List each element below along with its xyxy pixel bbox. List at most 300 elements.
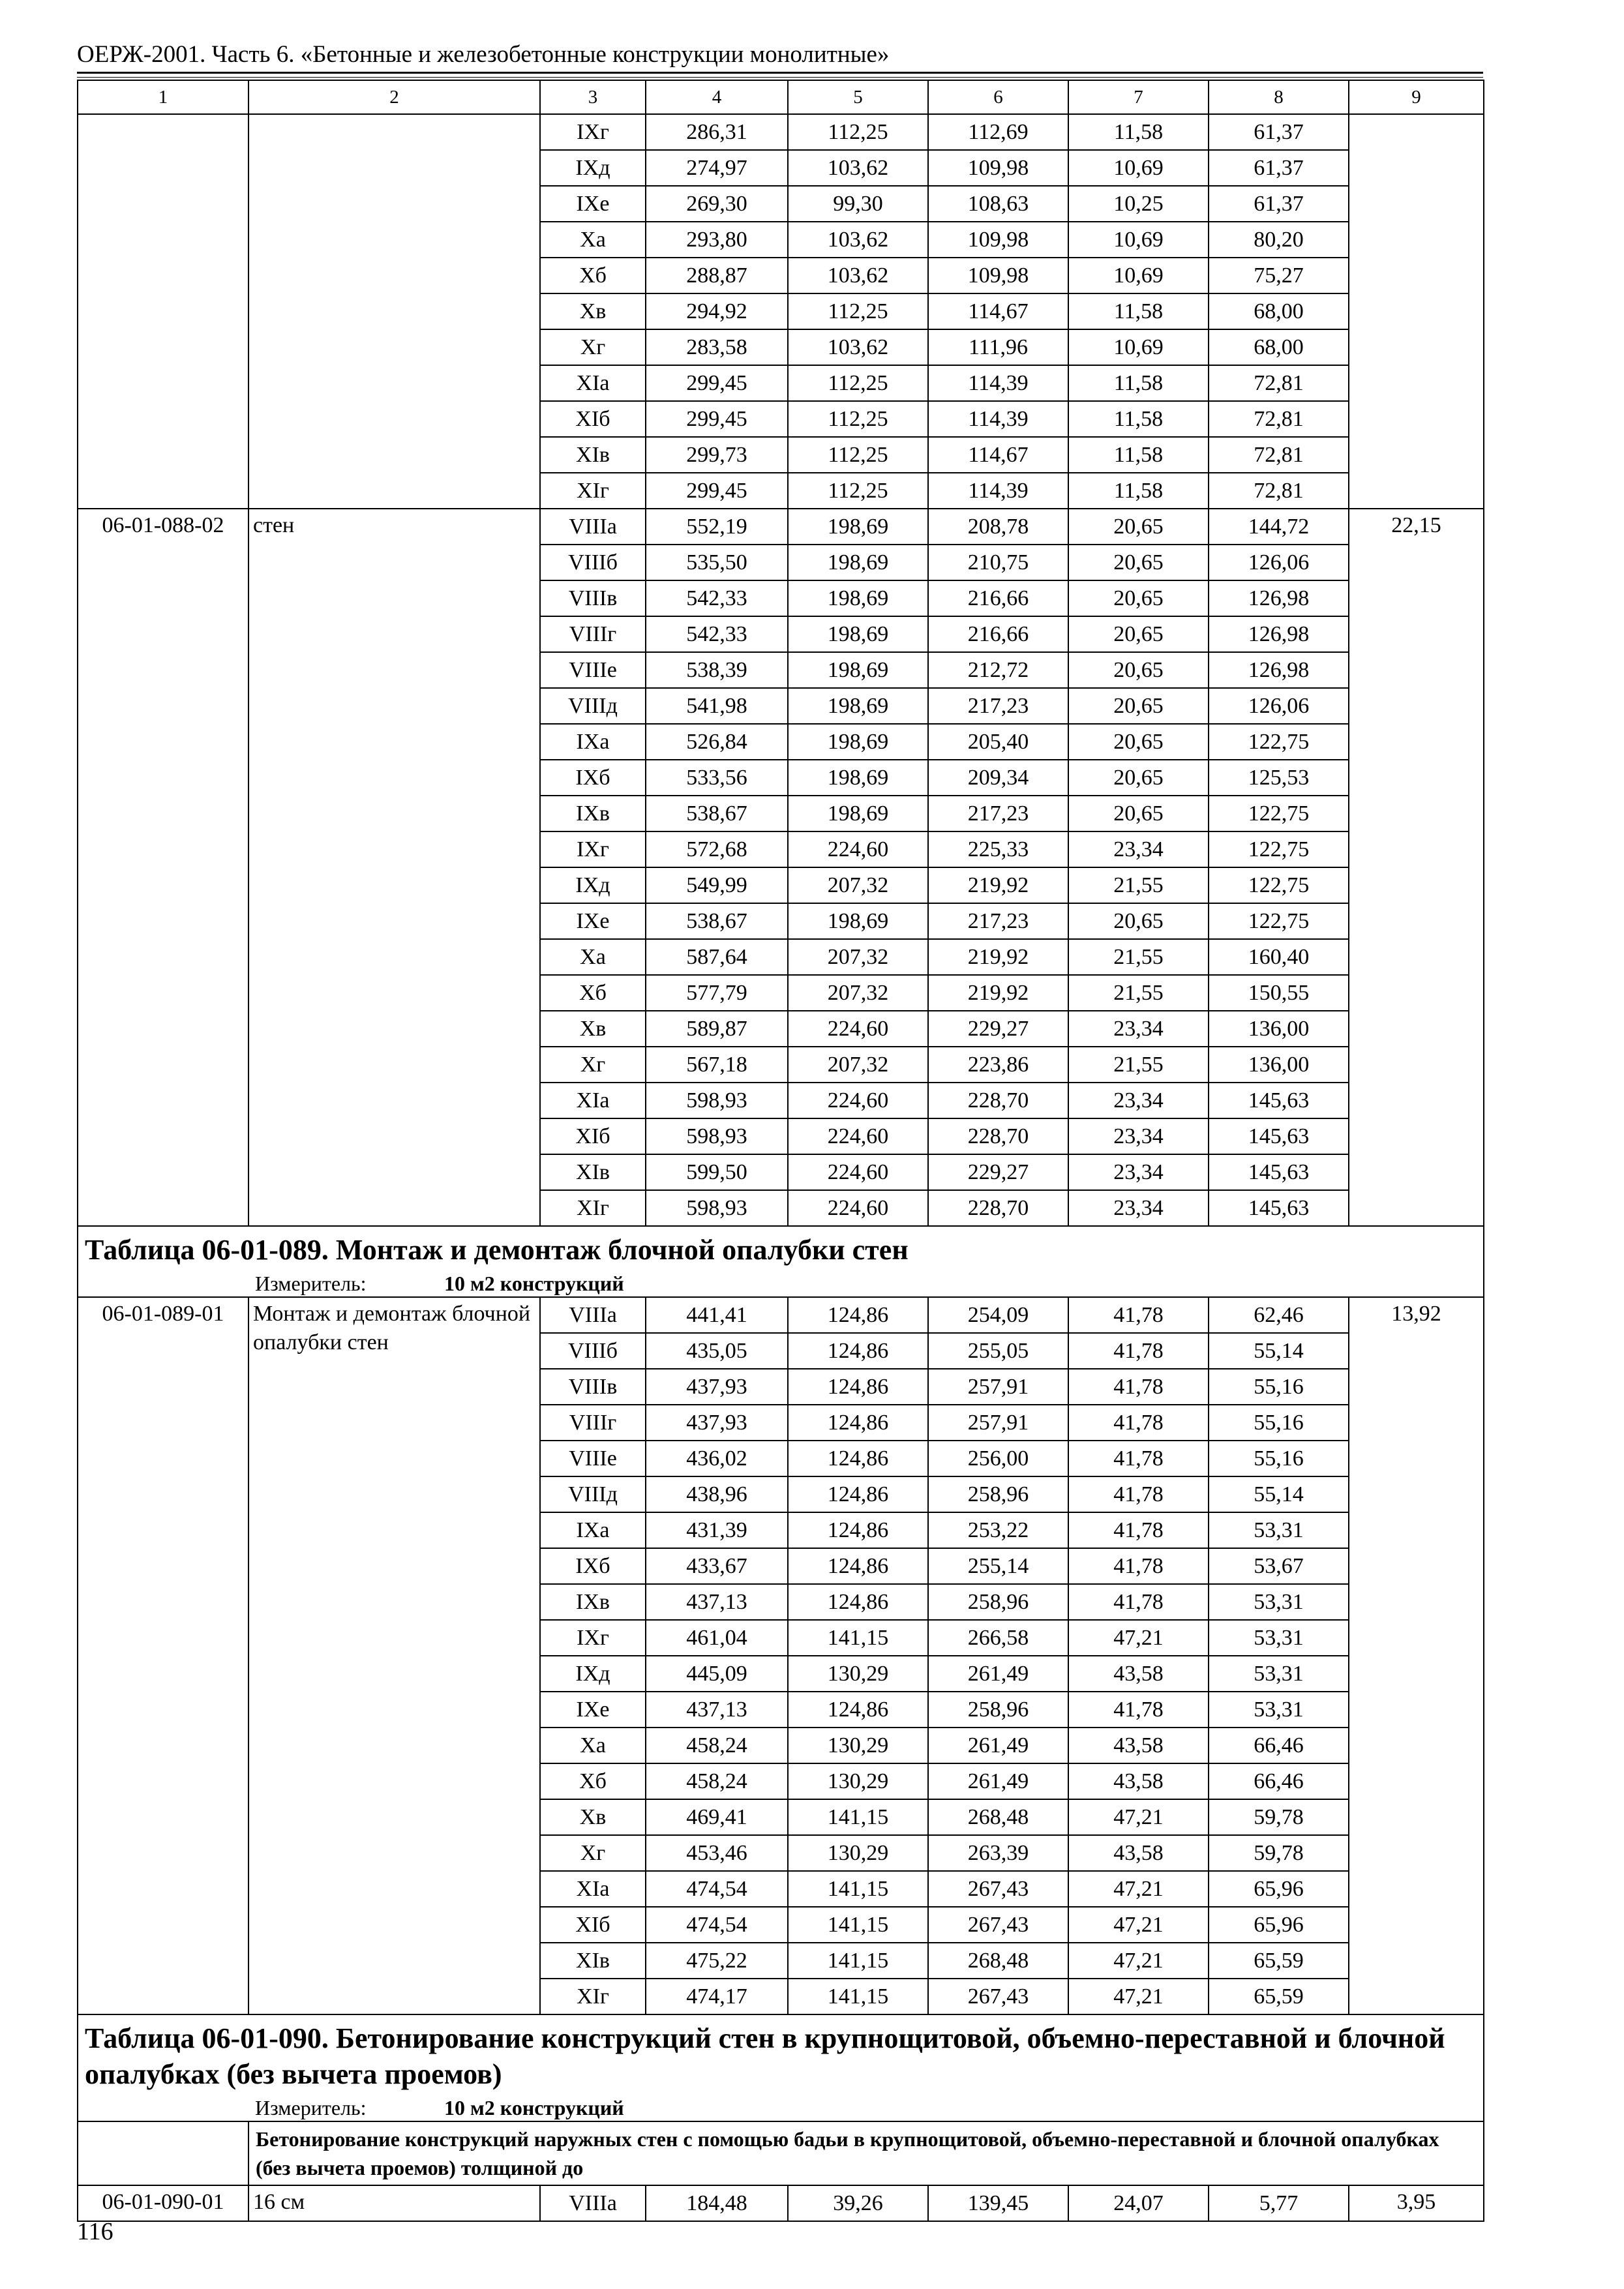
column-number: 3 xyxy=(540,80,646,114)
cost-value: 210,75 xyxy=(928,545,1068,580)
cost-value: 266,58 xyxy=(928,1620,1068,1656)
rate-code: 06-01-088-02 xyxy=(78,509,248,1226)
cost-value: 47,21 xyxy=(1068,1871,1209,1907)
cost-value: 124,86 xyxy=(788,1405,928,1441)
cost-value: 126,98 xyxy=(1209,616,1349,652)
zone-code: XIв xyxy=(540,437,646,473)
cost-value: 124,86 xyxy=(788,1476,928,1512)
cost-value: 65,59 xyxy=(1209,1943,1349,1979)
unit-spacer xyxy=(78,2095,248,2121)
zone-code: Xв xyxy=(540,293,646,329)
cost-value: 441,41 xyxy=(646,1297,788,1333)
cost-value: 198,69 xyxy=(788,903,928,939)
cost-value: 53,31 xyxy=(1209,1656,1349,1692)
zone-code: VIIIв xyxy=(540,1369,646,1405)
cost-value: 10,69 xyxy=(1068,150,1209,186)
zone-code: Xг xyxy=(540,1047,646,1083)
cost-value: 59,78 xyxy=(1209,1835,1349,1871)
cost-value: 122,75 xyxy=(1209,724,1349,760)
cost-value: 75,27 xyxy=(1209,258,1349,293)
cost-value: 572,68 xyxy=(646,831,788,867)
cost-value: 589,87 xyxy=(646,1011,788,1047)
cost-value: 11,58 xyxy=(1068,437,1209,473)
zone-code: XIб xyxy=(540,401,646,437)
cost-value: 23,34 xyxy=(1068,1083,1209,1118)
cost-value: 145,63 xyxy=(1209,1083,1349,1118)
cost-value: 10,69 xyxy=(1068,329,1209,365)
zone-code: VIIIд xyxy=(540,688,646,724)
cost-value: 474,54 xyxy=(646,1871,788,1907)
cost-value: 224,60 xyxy=(788,1118,928,1154)
cost-value: 223,86 xyxy=(928,1047,1068,1083)
cost-value: 43,58 xyxy=(1068,1835,1209,1871)
zone-code: XIб xyxy=(540,1118,646,1154)
zone-code: IXб xyxy=(540,1548,646,1584)
zone-code: Xб xyxy=(540,1763,646,1799)
zone-code: VIIIа xyxy=(540,2185,646,2221)
cost-value: 268,48 xyxy=(928,1799,1068,1835)
unit-value: 10 м2 конструкций xyxy=(444,1272,624,1295)
cost-value: 23,34 xyxy=(1068,1118,1209,1154)
cost-value: 53,67 xyxy=(1209,1548,1349,1584)
cost-value: 5,77 xyxy=(1209,2185,1349,2221)
zone-code: IXе xyxy=(540,1692,646,1728)
cost-value: 267,43 xyxy=(928,1907,1068,1943)
cost-value: 598,93 xyxy=(646,1118,788,1154)
cost-value: 198,69 xyxy=(788,580,928,616)
work-name xyxy=(248,509,540,1226)
zone-code: IXд xyxy=(540,150,646,186)
cost-value: 207,32 xyxy=(788,1047,928,1083)
page-header: ОЕРЖ-2001. Часть 6. «Бетонные и железобетонные конструкции монолитные» xyxy=(77,41,890,68)
cost-value: 20,65 xyxy=(1068,580,1209,616)
cost-value: 103,62 xyxy=(788,258,928,293)
labor-value: 22,15 xyxy=(1349,509,1484,1226)
cost-value: 217,23 xyxy=(928,796,1068,831)
cost-value: 145,63 xyxy=(1209,1190,1349,1226)
work-name xyxy=(248,2185,540,2221)
cost-value: 66,46 xyxy=(1209,1763,1349,1799)
rate-code: 06-01-089-01 xyxy=(78,1297,248,2014)
cost-value: 55,16 xyxy=(1209,1369,1349,1405)
column-number: 6 xyxy=(928,80,1068,114)
rate-code: 06-01-090-01 xyxy=(78,2185,248,2221)
cost-value: 219,92 xyxy=(928,975,1068,1011)
work-name-text xyxy=(253,115,535,117)
cost-value: 47,21 xyxy=(1068,1907,1209,1943)
cost-value: 10,69 xyxy=(1068,222,1209,258)
zone-code: VIIIе xyxy=(540,652,646,688)
unit-label: Измеритель: xyxy=(255,2096,367,2119)
zone-code: VIIIг xyxy=(540,616,646,652)
cost-value: 103,62 xyxy=(788,329,928,365)
zone-code: Xв xyxy=(540,1799,646,1835)
cost-value: 20,65 xyxy=(1068,760,1209,796)
cost-value: 256,00 xyxy=(928,1441,1068,1476)
cost-value: 207,32 xyxy=(788,867,928,903)
unit-cell xyxy=(248,2095,1484,2121)
zone-code: IXг xyxy=(540,114,646,150)
cost-value: 587,64 xyxy=(646,939,788,975)
cost-value: 103,62 xyxy=(788,150,928,186)
cost-value: 114,39 xyxy=(928,401,1068,437)
cost-value: 228,70 xyxy=(928,1083,1068,1118)
cost-value: 431,39 xyxy=(646,1512,788,1548)
cost-value: 11,58 xyxy=(1068,293,1209,329)
cost-value: 541,98 xyxy=(646,688,788,724)
cost-value: 61,37 xyxy=(1209,150,1349,186)
cost-value: 111,96 xyxy=(928,329,1068,365)
cost-value: 453,46 xyxy=(646,1835,788,1871)
cost-value: 288,87 xyxy=(646,258,788,293)
cost-value: 538,39 xyxy=(646,652,788,688)
labor-value: 13,92 xyxy=(1349,1297,1484,2014)
cost-value: 141,15 xyxy=(788,1979,928,2014)
header-rule-thin xyxy=(77,77,1483,78)
cost-value: 267,43 xyxy=(928,1979,1068,2014)
cost-value: 552,19 xyxy=(646,509,788,545)
table-title-row xyxy=(78,1226,1484,1270)
cost-value: 126,06 xyxy=(1209,688,1349,724)
unit-value: 10 м2 конструкций xyxy=(444,2096,624,2119)
cost-value: 41,78 xyxy=(1068,1405,1209,1441)
cost-value: 55,16 xyxy=(1209,1441,1349,1476)
cost-value: 198,69 xyxy=(788,688,928,724)
column-number: 2 xyxy=(248,80,540,114)
cost-value: 47,21 xyxy=(1068,1799,1209,1835)
cost-value: 229,27 xyxy=(928,1011,1068,1047)
cost-value: 72,81 xyxy=(1209,437,1349,473)
cost-value: 39,26 xyxy=(788,2185,928,2221)
cost-value: 437,93 xyxy=(646,1405,788,1441)
cost-value: 68,00 xyxy=(1209,293,1349,329)
cost-value: 21,55 xyxy=(1068,975,1209,1011)
work-name xyxy=(248,114,540,509)
cost-value: 145,63 xyxy=(1209,1118,1349,1154)
cost-value: 198,69 xyxy=(788,796,928,831)
cost-value: 283,58 xyxy=(646,329,788,365)
cost-value: 20,65 xyxy=(1068,724,1209,760)
cost-value: 47,21 xyxy=(1068,1620,1209,1656)
cost-value: 11,58 xyxy=(1068,114,1209,150)
cost-value: 286,31 xyxy=(646,114,788,150)
header-rule xyxy=(77,72,1483,74)
cost-value: 474,17 xyxy=(646,1979,788,2014)
zone-code: VIIIе xyxy=(540,1441,646,1476)
cost-value: 538,67 xyxy=(646,796,788,831)
cost-value: 141,15 xyxy=(788,1907,928,1943)
cost-value: 261,49 xyxy=(928,1763,1068,1799)
cost-value: 112,25 xyxy=(788,114,928,150)
cost-value: 224,60 xyxy=(788,831,928,867)
cost-value: 141,15 xyxy=(788,1799,928,1835)
cost-value: 112,25 xyxy=(788,365,928,401)
cost-value: 24,07 xyxy=(1068,2185,1209,2221)
cost-value: 263,39 xyxy=(928,1835,1068,1871)
cost-value: 567,18 xyxy=(646,1047,788,1083)
cost-value: 198,69 xyxy=(788,724,928,760)
cost-value: 533,56 xyxy=(646,760,788,796)
cost-value: 41,78 xyxy=(1068,1584,1209,1620)
cost-value: 53,31 xyxy=(1209,1692,1349,1728)
rate-code xyxy=(78,114,248,509)
cost-value: 20,65 xyxy=(1068,903,1209,939)
cost-value: 112,69 xyxy=(928,114,1068,150)
cost-value: 65,59 xyxy=(1209,1979,1349,2014)
cost-value: 112,25 xyxy=(788,473,928,509)
cost-value: 299,73 xyxy=(646,437,788,473)
cost-value: 469,41 xyxy=(646,1799,788,1835)
cost-value: 258,96 xyxy=(928,1584,1068,1620)
cost-value: 267,43 xyxy=(928,1871,1068,1907)
cost-value: 47,21 xyxy=(1068,1943,1209,1979)
cost-value: 198,69 xyxy=(788,509,928,545)
cost-value: 21,55 xyxy=(1068,867,1209,903)
zone-code: Xб xyxy=(540,258,646,293)
zone-code: VIIIд xyxy=(540,1476,646,1512)
cost-value: 41,78 xyxy=(1068,1369,1209,1405)
table-title: Таблица 06-01-089. Монтаж и демонтаж блочной опалубки стен xyxy=(78,1226,1484,1270)
cost-value: 20,65 xyxy=(1068,545,1209,580)
cost-value: 294,92 xyxy=(646,293,788,329)
zone-code: IXд xyxy=(540,867,646,903)
cost-value: 124,86 xyxy=(788,1333,928,1369)
cost-value: 11,58 xyxy=(1068,365,1209,401)
cost-value: 114,67 xyxy=(928,293,1068,329)
cost-value: 198,69 xyxy=(788,616,928,652)
column-number: 7 xyxy=(1068,80,1209,114)
cost-value: 437,13 xyxy=(646,1692,788,1728)
cost-value: 124,86 xyxy=(788,1369,928,1405)
zone-code: VIIIа xyxy=(540,1297,646,1333)
cost-value: 160,40 xyxy=(1209,939,1349,975)
cost-value: 198,69 xyxy=(788,652,928,688)
cost-value: 212,72 xyxy=(928,652,1068,688)
cost-value: 141,15 xyxy=(788,1620,928,1656)
cost-value: 261,49 xyxy=(928,1656,1068,1692)
cost-value: 108,63 xyxy=(928,186,1068,222)
cost-value: 126,98 xyxy=(1209,580,1349,616)
cost-value: 205,40 xyxy=(928,724,1068,760)
unit-label: Измеритель: xyxy=(255,1272,367,1295)
cost-value: 124,86 xyxy=(788,1548,928,1584)
cost-value: 208,78 xyxy=(928,509,1068,545)
column-number: 5 xyxy=(788,80,928,114)
cost-value: 257,91 xyxy=(928,1369,1068,1405)
cost-value: 99,30 xyxy=(788,186,928,222)
cost-value: 150,55 xyxy=(1209,975,1349,1011)
cost-value: 23,34 xyxy=(1068,831,1209,867)
cost-value: 299,45 xyxy=(646,473,788,509)
cost-value: 126,98 xyxy=(1209,652,1349,688)
cost-value: 11,58 xyxy=(1068,473,1209,509)
cost-value: 255,05 xyxy=(928,1333,1068,1369)
cost-value: 224,60 xyxy=(788,1190,928,1226)
cost-value: 257,91 xyxy=(928,1405,1068,1441)
unit-row xyxy=(78,2095,1484,2121)
column-number-row xyxy=(78,80,1484,114)
column-number: 1 xyxy=(78,80,248,114)
cost-value: 268,48 xyxy=(928,1943,1068,1979)
unit-spacer xyxy=(78,1270,248,1297)
zone-code: XIв xyxy=(540,1154,646,1190)
description-spacer xyxy=(78,2121,248,2185)
cost-value: 43,58 xyxy=(1068,1728,1209,1763)
cost-value: 124,86 xyxy=(788,1512,928,1548)
cost-value: 139,45 xyxy=(928,2185,1068,2221)
cost-value: 599,50 xyxy=(646,1154,788,1190)
cost-value: 124,86 xyxy=(788,1441,928,1476)
labor-value xyxy=(1349,114,1484,509)
cost-value: 72,81 xyxy=(1209,473,1349,509)
cost-value: 145,63 xyxy=(1209,1154,1349,1190)
table-row xyxy=(78,114,1484,150)
cost-value: 66,46 xyxy=(1209,1728,1349,1763)
cost-value: 219,92 xyxy=(928,867,1068,903)
cost-value: 198,69 xyxy=(788,760,928,796)
cost-value: 475,22 xyxy=(646,1943,788,1979)
cost-value: 11,58 xyxy=(1068,401,1209,437)
cost-value: 61,37 xyxy=(1209,114,1349,150)
cost-value: 293,80 xyxy=(646,222,788,258)
cost-value: 217,23 xyxy=(928,688,1068,724)
cost-value: 114,39 xyxy=(928,365,1068,401)
zone-code: IXг xyxy=(540,831,646,867)
cost-value: 109,98 xyxy=(928,222,1068,258)
cost-value: 114,39 xyxy=(928,473,1068,509)
cost-value: 136,00 xyxy=(1209,1047,1349,1083)
cost-value: 207,32 xyxy=(788,939,928,975)
zone-code: VIIIб xyxy=(540,545,646,580)
cost-value: 136,00 xyxy=(1209,1011,1349,1047)
cost-value: 437,93 xyxy=(646,1369,788,1405)
cost-value: 461,04 xyxy=(646,1620,788,1656)
cost-value: 122,75 xyxy=(1209,903,1349,939)
cost-value: 216,66 xyxy=(928,616,1068,652)
cost-value: 125,53 xyxy=(1209,760,1349,796)
cost-value: 109,98 xyxy=(928,150,1068,186)
cost-value: 598,93 xyxy=(646,1083,788,1118)
cost-value: 577,79 xyxy=(646,975,788,1011)
zone-code: IXб xyxy=(540,760,646,796)
cost-value: 274,97 xyxy=(646,150,788,186)
cost-value: 41,78 xyxy=(1068,1476,1209,1512)
description-text: Бетонирование конструкций наружных стен с помощью бадьи в крупнощитовой, объемно-переставной и блочной опалубках (без вычета проемов) толщиной до xyxy=(248,2121,1484,2185)
table-title: Таблица 06-01-090. Бетонирование конструкций стен в крупнощитовой, объемно-переставной и блочной опалубках (без вычета проемов) xyxy=(78,2014,1484,2095)
cost-value: 41,78 xyxy=(1068,1333,1209,1369)
cost-value: 598,93 xyxy=(646,1190,788,1226)
cost-value: 43,58 xyxy=(1068,1763,1209,1799)
cost-value: 41,78 xyxy=(1068,1297,1209,1333)
zone-code: XIб xyxy=(540,1907,646,1943)
zone-code: Xв xyxy=(540,1011,646,1047)
cost-value: 130,29 xyxy=(788,1656,928,1692)
cost-value: 299,45 xyxy=(646,365,788,401)
cost-value: 21,55 xyxy=(1068,939,1209,975)
zone-code: XIг xyxy=(540,473,646,509)
zone-code: IXе xyxy=(540,903,646,939)
cost-value: 41,78 xyxy=(1068,1512,1209,1548)
zone-code: Xб xyxy=(540,975,646,1011)
zone-code: Xа xyxy=(540,1728,646,1763)
cost-value: 23,34 xyxy=(1068,1190,1209,1226)
cost-value: 23,34 xyxy=(1068,1011,1209,1047)
cost-value: 438,96 xyxy=(646,1476,788,1512)
cost-value: 53,31 xyxy=(1209,1584,1349,1620)
cost-value: 112,25 xyxy=(788,401,928,437)
cost-value: 47,21 xyxy=(1068,1979,1209,2014)
cost-value: 126,06 xyxy=(1209,545,1349,580)
zone-code: IXд xyxy=(540,1656,646,1692)
cost-value: 20,65 xyxy=(1068,652,1209,688)
zone-code: IXа xyxy=(540,1512,646,1548)
unit-row xyxy=(78,1270,1484,1297)
cost-value: 219,92 xyxy=(928,939,1068,975)
cost-value: 124,86 xyxy=(788,1584,928,1620)
cost-value: 436,02 xyxy=(646,1441,788,1476)
work-name-text: Монтаж и демонтаж блочной опалубки стен xyxy=(253,1302,531,1354)
cost-value: 542,33 xyxy=(646,616,788,652)
cost-value: 474,54 xyxy=(646,1907,788,1943)
cost-value: 20,65 xyxy=(1068,688,1209,724)
table-row xyxy=(78,1297,1484,1333)
cost-value: 435,05 xyxy=(646,1333,788,1369)
cost-value: 229,27 xyxy=(928,1154,1068,1190)
cost-value: 258,96 xyxy=(928,1692,1068,1728)
cost-value: 261,49 xyxy=(928,1728,1068,1763)
cost-value: 130,29 xyxy=(788,1835,928,1871)
cost-value: 141,15 xyxy=(788,1871,928,1907)
cost-value: 59,78 xyxy=(1209,1799,1349,1835)
cost-value: 198,69 xyxy=(788,545,928,580)
cost-value: 41,78 xyxy=(1068,1548,1209,1584)
cost-value: 225,33 xyxy=(928,831,1068,867)
zone-code: XIа xyxy=(540,1083,646,1118)
table-row xyxy=(78,2185,1484,2221)
cost-value: 549,99 xyxy=(646,867,788,903)
cost-value: 23,34 xyxy=(1068,1154,1209,1190)
cost-value: 224,60 xyxy=(788,1154,928,1190)
cost-value: 61,37 xyxy=(1209,186,1349,222)
page-number: 116 xyxy=(77,2218,113,2245)
cost-value: 141,15 xyxy=(788,1943,928,1979)
cost-value: 20,65 xyxy=(1068,796,1209,831)
column-number: 9 xyxy=(1349,80,1484,114)
table-title-row xyxy=(78,2014,1484,2095)
cost-value: 53,31 xyxy=(1209,1512,1349,1548)
cost-value: 55,14 xyxy=(1209,1333,1349,1369)
cost-value: 184,48 xyxy=(646,2185,788,2221)
cost-value: 55,14 xyxy=(1209,1476,1349,1512)
zone-code: XIг xyxy=(540,1979,646,2014)
cost-value: 253,22 xyxy=(928,1512,1068,1548)
work-name-text: 16 см xyxy=(253,2190,305,2214)
cost-value: 55,16 xyxy=(1209,1405,1349,1441)
cost-value: 109,98 xyxy=(928,258,1068,293)
cost-value: 65,96 xyxy=(1209,1871,1349,1907)
zone-code: Xа xyxy=(540,222,646,258)
zone-code: VIIIв xyxy=(540,580,646,616)
zone-code: IXг xyxy=(540,1620,646,1656)
column-number: 4 xyxy=(646,80,788,114)
description-row xyxy=(78,2121,1484,2185)
zone-code: VIIIг xyxy=(540,1405,646,1441)
cost-value: 122,75 xyxy=(1209,867,1349,903)
cost-value: 124,86 xyxy=(788,1297,928,1333)
cost-value: 228,70 xyxy=(928,1190,1068,1226)
cost-value: 103,62 xyxy=(788,222,928,258)
cost-value: 144,72 xyxy=(1209,509,1349,545)
